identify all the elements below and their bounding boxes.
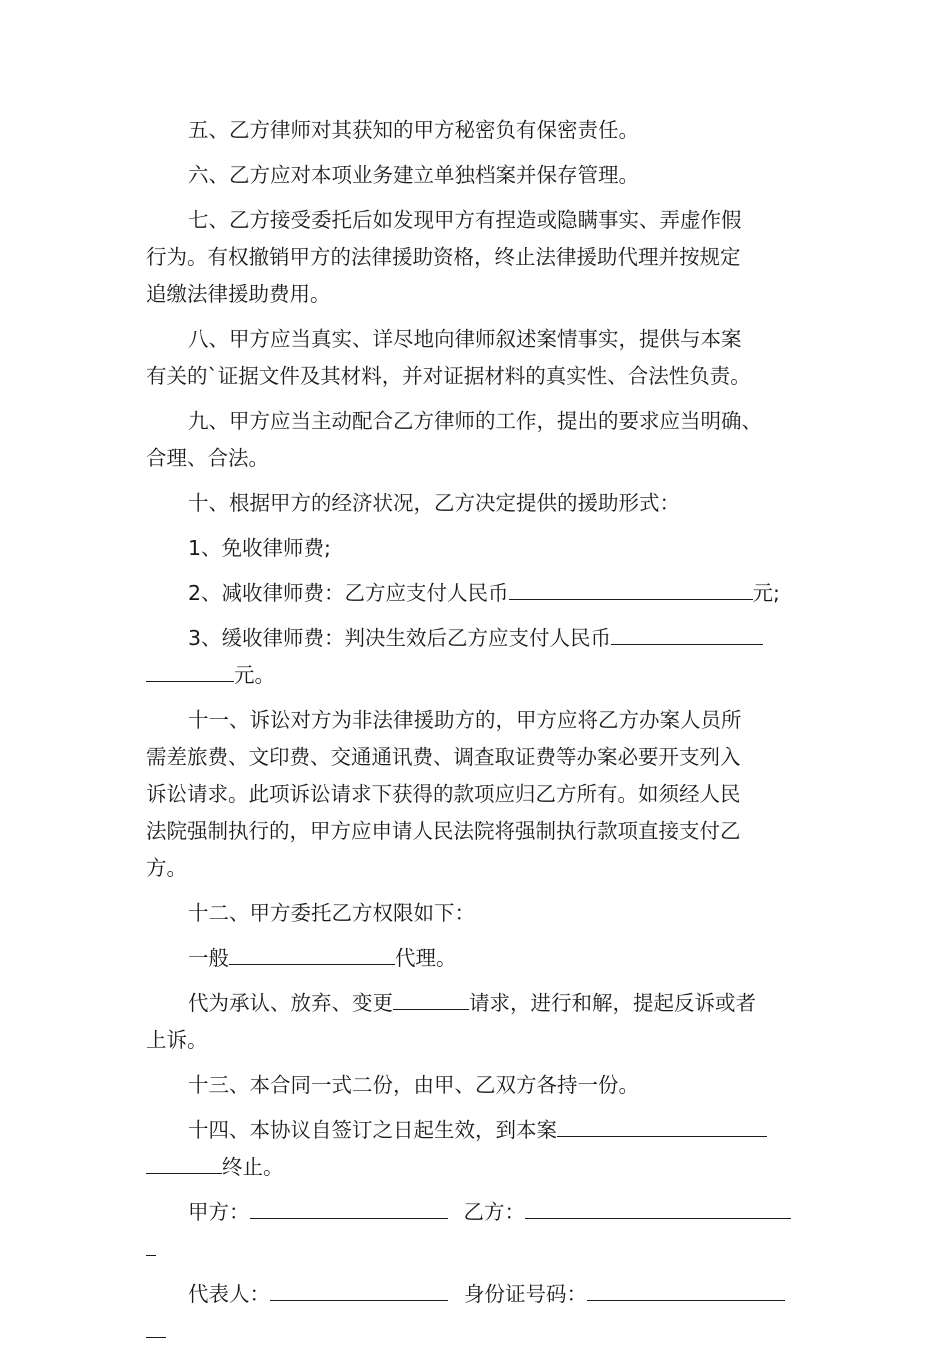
reduced-fee-amount-blank[interactable] (509, 577, 753, 600)
representative-line (146, 1276, 826, 1313)
aid-option-1 (146, 530, 826, 567)
general-agency-prefix: 一般 (188, 946, 229, 970)
representative-overflow (146, 1313, 826, 1350)
clause-6-text: 六、乙方应对本项业务建立单独档案并保存管理。 (188, 163, 639, 187)
clause-9-line-1: 九、甲方应当主动配合乙方律师的工作，提出的要求应当明确、 (188, 409, 762, 433)
clause-12 (146, 895, 826, 932)
clause-8-line-1: 八、甲方应当真实、详尽地向律师叙述案情事实，提供与本案 (188, 327, 742, 351)
clause-9-line-2: 合理、合法。 (146, 446, 269, 470)
aid-option-1-text: 1、免收律师费; (188, 536, 331, 560)
aid-option-2-text: 2、减收律师费：乙方应支付人民币 (188, 581, 509, 605)
party-b-label: 乙方： (463, 1200, 525, 1224)
special-authority (146, 985, 826, 1059)
id-number-blank-continued[interactable] (146, 1315, 166, 1338)
representative-blank[interactable] (270, 1278, 448, 1301)
id-number-blank[interactable] (587, 1278, 785, 1301)
representative-signatures (146, 1276, 826, 1350)
party-signatures (146, 1194, 826, 1268)
clause-11-line-5: 方。 (146, 856, 187, 880)
aid-option-2-unit: 元; (752, 581, 780, 605)
general-agency-suffix: 代理。 (395, 946, 457, 970)
clause-13-text: 十三、本合同一式二份，由甲、乙双方各持一份。 (188, 1073, 639, 1097)
party-signature-overflow (146, 1231, 826, 1268)
clause-13 (146, 1067, 826, 1104)
clause-7 (146, 202, 826, 313)
clause-14-line-1 (146, 1112, 826, 1149)
case-end-blank-2[interactable] (146, 1151, 222, 1174)
deferred-fee-amount-blank-1[interactable] (611, 622, 763, 645)
clause-14-suffix: 终止。 (222, 1155, 284, 1179)
clause-14-text: 十四、本协议自签订之日起生效，到本案 (188, 1118, 557, 1142)
clause-8 (146, 321, 826, 395)
aid-option-3 (146, 620, 826, 694)
party-signature-line (146, 1194, 826, 1231)
clause-11-line-1: 十一、诉讼对方为非法律援助方的，甲方应将乙方办案人员所 (188, 708, 742, 732)
special-authority-suffix: 请求，进行和解，提起反诉或者 (469, 991, 756, 1015)
change-claim-blank[interactable] (393, 987, 469, 1010)
clause-11-line-2: 需差旅费、文印费、交通通讯费、调查取证费等办案必要开支列入 (146, 745, 741, 769)
party-b-blank-continued[interactable] (146, 1233, 156, 1256)
clause-10 (146, 485, 826, 522)
general-agency (146, 940, 826, 977)
clause-11-line-3: 诉讼请求。此项诉讼请求下获得的款项应归乙方所有。如须经人民 (146, 782, 741, 806)
party-b-blank[interactable] (525, 1196, 791, 1219)
aid-option-3-unit: 元。 (234, 663, 275, 687)
clause-7-line-3: 追缴法律援助费用。 (146, 282, 331, 306)
aid-option-2 (146, 575, 826, 612)
clause-11-line-4: 法院强制执行的，甲方应申请人民法院将强制执行款项直接支付乙 (146, 819, 741, 843)
aid-option-3-line-2 (146, 657, 826, 694)
clause-7-line-2: 行为。有权撤销甲方的法律援助资格，终止法律援助代理并按规定 (146, 245, 741, 269)
clause-9 (146, 403, 826, 477)
clause-12-text: 十二、甲方委托乙方权限如下： (188, 901, 475, 925)
special-authority-line-2: 上诉。 (146, 1028, 208, 1052)
clause-5 (146, 112, 826, 149)
clause-5-text: 五、乙方律师对其获知的甲方秘密负有保密责任。 (188, 118, 639, 142)
clause-8-line-2: 有关的`证据文件及其材料，并对证据材料的真实性、合法性负责。 (146, 364, 751, 388)
party-a-label: 甲方： (188, 1200, 250, 1224)
general-agency-blank[interactable] (229, 942, 395, 965)
clause-14-line-2 (146, 1149, 826, 1186)
contract-body (146, 112, 826, 1350)
clause-6 (146, 157, 826, 194)
representative-label: 代表人： (188, 1282, 270, 1306)
clause-11 (146, 702, 826, 887)
special-authority-prefix: 代为承认、放弃、变更 (188, 991, 393, 1015)
party-a-blank[interactable] (250, 1196, 448, 1219)
case-end-blank-1[interactable] (557, 1114, 767, 1137)
clause-10-text: 十、根据甲方的经济状况，乙方决定提供的援助形式： (188, 491, 680, 515)
clause-14 (146, 1112, 826, 1186)
deferred-fee-amount-blank-2[interactable] (146, 659, 234, 682)
aid-option-3-line-1 (146, 620, 826, 657)
aid-option-3-text: 3、缓收律师费：判决生效后乙方应支付人民币 (188, 626, 612, 650)
clause-7-line-1: 七、乙方接受委托后如发现甲方有捏造或隐瞒事实、弄虚作假 (188, 208, 742, 232)
special-authority-line-1 (146, 985, 826, 1022)
id-number-label: 身份证号码： (464, 1282, 587, 1306)
